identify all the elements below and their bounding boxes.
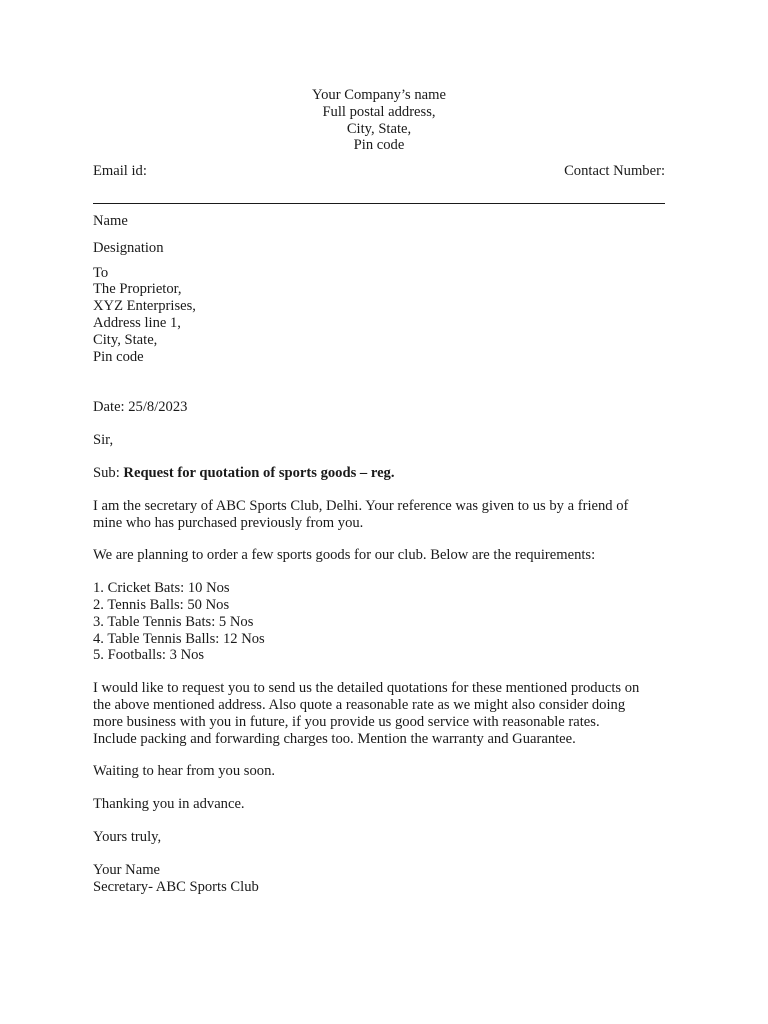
list-item: 4. Table Tennis Balls: 12 Nos	[93, 630, 265, 647]
intro-line: mine who has purchased previously from you.	[93, 514, 364, 531]
request-line: Include packing and forwarding charges too. Mention the warranty and Guarantee.	[93, 730, 576, 747]
requirements-list	[93, 580, 665, 664]
recipient-company: XYZ Enterprises,	[93, 298, 196, 315]
intro-paragraph	[93, 498, 665, 532]
email-label: Email id:	[93, 163, 147, 180]
subject-prefix: Sub:	[93, 464, 124, 481]
letter-date: Date: 25/8/2023	[93, 399, 188, 416]
sign-off: Yours truly,	[93, 828, 162, 845]
sender-header	[93, 87, 665, 154]
recipient-city-state: City, State,	[93, 331, 158, 348]
name-label: Name	[93, 212, 128, 229]
request-paragraph	[93, 680, 665, 747]
recipient-block	[93, 265, 665, 366]
request-line: more business with you in future, if you provide us good service with reasonable rates.	[93, 713, 600, 730]
list-item: 3. Table Tennis Bats: 5 Nos	[93, 613, 254, 630]
letter-page	[93, 87, 665, 895]
company-pin: Pin code	[353, 137, 405, 154]
request-line: I would like to request you to send us the detailed quotations for these mentioned products on	[93, 680, 640, 697]
recipient-pin: Pin code	[93, 348, 144, 365]
recipient-title: The Proprietor,	[93, 281, 182, 298]
list-item: 5. Footballs: 3 Nos	[93, 647, 205, 664]
company-city-state: City, State,	[346, 120, 412, 137]
recipient-to: To	[93, 264, 109, 281]
contact-number-label: Contact Number:	[564, 163, 665, 180]
plan-paragraph: We are planning to order a few sports goods for our club. Below are the requirements:	[93, 547, 596, 564]
thanks-paragraph: Thanking you in advance.	[93, 796, 245, 813]
subject-text: Request for quotation of sports goods – reg.	[123, 464, 395, 481]
company-address: Full postal address,	[322, 103, 436, 120]
salutation: Sir,	[93, 432, 114, 449]
request-line: the above mentioned address. Also quote a reasonable rate as we might also consider doing	[93, 696, 626, 713]
company-name: Your Company’s name	[312, 87, 446, 103]
subject-line	[93, 465, 665, 482]
designation-label: Designation	[93, 239, 164, 256]
intro-line: I am the secretary of ABC Sports Club, Delhi. Your reference was given to us by a friend of	[93, 497, 629, 514]
waiting-paragraph: Waiting to hear from you soon.	[93, 763, 276, 780]
list-item: 1. Cricket Bats: 10 Nos	[93, 580, 230, 597]
contact-row	[93, 163, 665, 180]
list-item: 2. Tennis Balls: 50 Nos	[93, 596, 230, 613]
recipient-address: Address line 1,	[93, 314, 181, 331]
signer-title: Secretary- ABC Sports Club	[93, 878, 259, 895]
signer-name: Your Name	[93, 861, 161, 878]
